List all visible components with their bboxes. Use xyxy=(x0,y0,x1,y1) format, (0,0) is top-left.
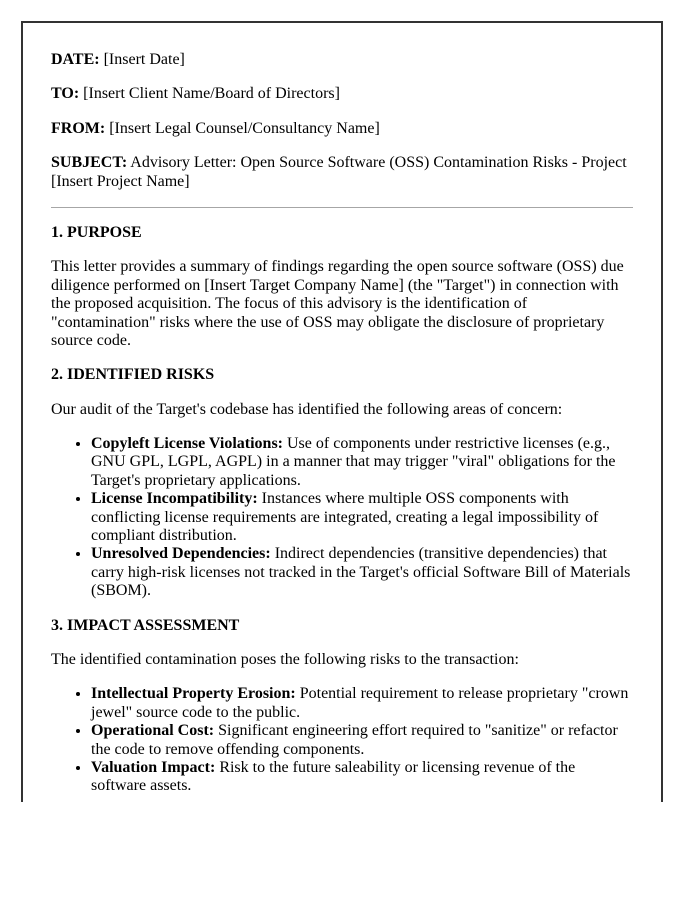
meta-field-to xyxy=(51,85,633,103)
header-divider xyxy=(51,207,633,208)
list-item-text: Potential requirement to release proprietary "crown jewel" source code to the public. xyxy=(91,685,629,721)
meta-value-subject: Advisory Letter: Open Source Software (OSS) Contamination Risks - Project [Insert Project Name] xyxy=(51,154,627,190)
list-item-term: Copyleft License Violations: xyxy=(91,435,283,453)
list-item-text: Risk to the future saleability or licensing revenue of the software assets. xyxy=(91,758,576,795)
document-page xyxy=(21,21,663,802)
identified-risks-list xyxy=(51,435,633,601)
section-heading-impact-assessment: 3. IMPACT ASSESSMENT xyxy=(51,616,240,634)
list-item-operational-cost xyxy=(91,722,633,759)
list-item-text: Use of components under restrictive licenses (e.g., GNU GPL, LGPL, AGPL) in a manner that may trigger "viral" obligations for the Target's proprietary applications. xyxy=(91,435,616,489)
list-item-license-incompatibility xyxy=(91,490,633,545)
list-item-term: License Incompatibility: xyxy=(91,490,258,508)
list-item-term: Unresolved Dependencies: xyxy=(91,545,271,563)
list-item-term: Operational Cost: xyxy=(91,722,215,740)
impact-assessment-paragraph: The identified contamination poses the following risks to the transaction: xyxy=(51,650,519,668)
list-item-ip-erosion xyxy=(91,685,633,722)
list-item-text: Instances where multiple OSS components with conflicting license requirements are integrated, creating a legal impossibility of compliant distribution. xyxy=(91,490,599,545)
section-heading-identified-risks: 2. IDENTIFIED RISKS xyxy=(51,366,215,384)
meta-label-to: TO: xyxy=(51,85,80,103)
meta-value-to: [Insert Client Name/Board of Directors] xyxy=(83,85,340,103)
identified-risks-paragraph: Our audit of the Target's codebase has identified the following areas of concern: xyxy=(51,400,563,418)
meta-value-from: [Insert Legal Counsel/Consultancy Name] xyxy=(109,119,380,137)
list-item-term: Valuation Impact: xyxy=(91,758,216,776)
meta-field-date xyxy=(51,51,633,69)
meta-label-subject: SUBJECT: xyxy=(51,154,128,172)
list-item-text: Significant engineering effort required to "sanitize" or refactor the code to remove offending components. xyxy=(91,722,618,758)
list-item-copyleft-violations xyxy=(91,435,633,490)
meta-field-subject xyxy=(51,154,633,191)
meta-label-from: FROM: xyxy=(51,119,106,137)
section-heading-purpose: 1. PURPOSE xyxy=(51,223,142,241)
list-item-valuation-impact xyxy=(91,759,633,796)
meta-label-date: DATE: xyxy=(51,51,100,68)
meta-value-date: [Insert Date] xyxy=(103,51,185,68)
list-item-term: Intellectual Property Erosion: xyxy=(91,685,296,703)
list-item-unresolved-dependencies xyxy=(91,545,633,600)
meta-field-from xyxy=(51,120,633,138)
list-item-text: Indirect dependencies (transitive dependencies) that carry high-risk licenses not tracked in the Target's official Software Bill of Materials (SBOM). xyxy=(91,545,631,600)
impact-assessment-list xyxy=(51,685,633,795)
purpose-paragraph: This letter provides a summary of findings regarding the open source software (OSS) due diligence performed on [Insert Target Company Name] (the "Target") in connection with the proposed acquisition. The focus of this advisory is the identification of "contamination" risks where the use of OSS may obligate the disclosure of proprietary source code. xyxy=(51,258,624,349)
